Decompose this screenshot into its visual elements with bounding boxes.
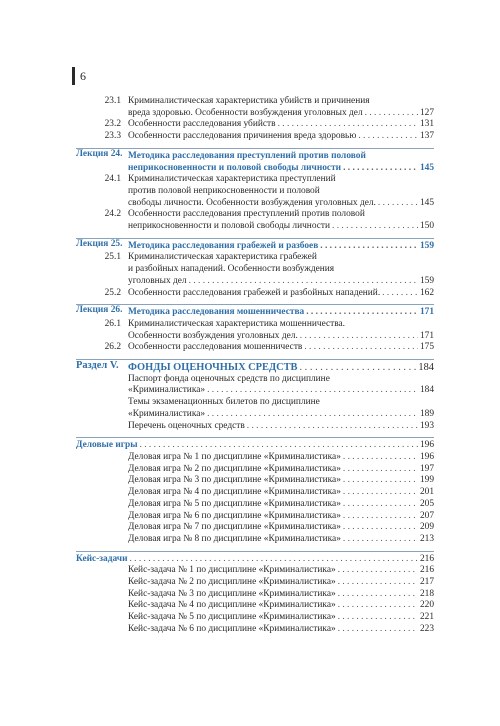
entry-page: 201 — [419, 487, 434, 498]
entry-page: 162 — [419, 287, 434, 298]
lecture-title: Методика расследования мошенничества — [128, 307, 305, 318]
entry-text: уголовных дел — [128, 275, 187, 286]
toc-entry-24-2 — [76, 209, 434, 232]
entry-page: 159 — [419, 275, 434, 286]
section-number: Раздел V. — [76, 360, 119, 372]
toc-case-tasks — [76, 551, 434, 566]
entry-number: 23.3 — [104, 131, 121, 142]
toc-entry-26-2 — [76, 342, 434, 354]
entry-page: 207 — [419, 510, 434, 521]
entry-text: Деловая игра № 4 по дисциплине «Криминалистика» — [128, 487, 341, 498]
toc-case-2 — [76, 577, 434, 589]
entry-text: «Криминалистика» — [128, 385, 206, 396]
entry-text: Кейс-задача № 4 по дисциплине «Криминалистика» — [128, 600, 336, 611]
toc-lecture-25 — [76, 238, 434, 253]
entry-text: неприкосновенности и половой свободы личности — [128, 221, 331, 232]
entry-text: Криминалистическая характеристика грабежей — [128, 252, 317, 263]
entry-text: Паспорт фонда оценочных средств по дисциплине — [128, 373, 330, 384]
toc-entry-23-3 — [76, 131, 434, 143]
entry-text: Особенности расследования причинения вреда здоровью — [128, 131, 357, 142]
lecture-number: Лекция 24. — [76, 148, 123, 159]
entry-text: «Криминалистика» — [128, 408, 206, 419]
entry-text: свободы личности. Особенности возбуждения уголовных дел. — [128, 197, 376, 208]
header-bar — [72, 67, 75, 85]
entry-page: 220 — [419, 600, 434, 611]
toc-game-1 — [76, 452, 434, 464]
page-header — [72, 66, 86, 86]
toc-case-1 — [76, 565, 434, 577]
entry-page: 137 — [419, 131, 434, 142]
toc-business-games — [76, 437, 434, 452]
entry-text: Особенности расследования мошенничеств — [128, 342, 303, 353]
entry-text: и разбойных нападений. Особенности возбуждения — [128, 264, 335, 275]
toc-entry-assessment-list — [76, 421, 434, 433]
lecture-number: Лекция 26. — [76, 305, 123, 316]
entry-text: Темы экзаменационных билетов по дисциплине — [128, 397, 320, 408]
entry-page: 218 — [419, 588, 434, 599]
entry-page: 184 — [418, 362, 434, 374]
entry-page: 196 — [419, 440, 434, 451]
toc-lecture-24 — [76, 148, 434, 174]
toc-entry-24-1 — [76, 174, 434, 209]
toc-entry-25-2 — [76, 288, 434, 300]
entry-text: Деловая игра № 5 по дисциплине «Криминалистика» — [128, 498, 341, 509]
entry-page: 159 — [419, 240, 434, 251]
page-number: 6 — [80, 68, 86, 83]
entry-number: 23.2 — [104, 119, 121, 130]
entry-page: 205 — [419, 498, 434, 509]
entry-text: Кейс-задача № 1 по дисциплине «Криминалистика» — [128, 565, 336, 576]
entry-page: 189 — [419, 408, 434, 419]
entry-text: Криминалистическая характеристика мошенничества. — [128, 318, 346, 329]
lecture-title: Методика расследования грабежей и разбоев — [128, 240, 319, 251]
entry-page: 209 — [419, 522, 434, 533]
entry-page: 145 — [419, 197, 434, 208]
entry-number: 24.1 — [104, 174, 121, 185]
entry-number: 23.1 — [104, 96, 121, 106]
entry-text: Деловая игра № 2 по дисциплине «Криминалистика» — [128, 463, 341, 474]
entry-page: 171 — [419, 307, 434, 318]
entry-page: 199 — [419, 475, 434, 486]
entry-text: Кейс-задача № 3 по дисциплине «Криминалистика» — [128, 588, 336, 599]
entry-number: 26.1 — [104, 318, 121, 329]
entry-text: Деловая игра № 1 по дисциплине «Криминалистика» — [128, 451, 341, 462]
entry-page: 175 — [419, 342, 434, 353]
entry-text: Кейс-задача № 2 по дисциплине «Криминалистика» — [128, 577, 336, 588]
entry-page: 197 — [419, 463, 434, 474]
entry-text: Деловая игра № 7 по дисциплине «Криминалистика» — [128, 522, 341, 533]
entry-page: 145 — [419, 162, 434, 173]
toc-game-6 — [76, 511, 434, 523]
entry-text: Криминалистическая характеристика убийств и причинения — [128, 96, 370, 106]
toc-game-3 — [76, 475, 434, 487]
entry-text: Криминалистическая характеристика преступлений — [128, 174, 336, 185]
toc-section-5 — [76, 359, 434, 374]
entry-text: Кейс-задача № 6 по дисциплине «Криминалистика» — [128, 623, 336, 634]
lecture-number: Лекция 25. — [76, 238, 123, 249]
entry-text: Особенности возбуждения уголовных дел. — [128, 330, 298, 341]
table-of-contents — [76, 96, 434, 636]
toc-entry-23-1 — [76, 96, 434, 119]
entry-text: Деловая игра № 8 по дисциплине «Криминалистика» — [128, 533, 341, 544]
toc-entry-passport — [76, 374, 434, 397]
toc-entry-exam-topics — [76, 397, 434, 420]
toc-game-8 — [76, 534, 434, 546]
entry-text: вреда здоровью. Особенности возбуждения уголовных дел — [128, 107, 363, 118]
toc-game-4 — [76, 487, 434, 499]
entry-text: Особенности расследования убийств — [128, 119, 276, 130]
entry-number: 25.1 — [104, 252, 121, 263]
lecture-title: неприкосновенности и половой свободы личности — [128, 162, 342, 173]
entry-text: против половой неприкосновенности и половой — [128, 185, 320, 196]
toc-game-7 — [76, 522, 434, 534]
entry-number: 25.2 — [104, 287, 121, 298]
entry-page: 216 — [419, 553, 434, 564]
toc-case-4 — [76, 600, 434, 612]
toc-game-2 — [76, 464, 434, 476]
toc-lecture-26 — [76, 304, 434, 319]
entry-text: Особенности расследования преступлений против половой — [128, 209, 365, 220]
section-title: ФОНДЫ ОЦЕНОЧНЫХ СРЕДСТВ — [128, 362, 298, 374]
entry-text: Деловая игра № 6 по дисциплине «Криминалистика» — [128, 510, 341, 521]
entry-text: Перечень оценочных средств — [128, 420, 245, 431]
section-title: Кейс-задачи — [76, 553, 128, 564]
toc-case-3 — [76, 589, 434, 601]
entry-page: 216 — [419, 565, 434, 576]
entry-page: 217 — [419, 577, 434, 588]
entry-page: 127 — [419, 107, 434, 118]
entry-page: 131 — [419, 119, 434, 130]
entry-page: 221 — [419, 612, 434, 623]
entry-page: 196 — [419, 451, 434, 462]
section-title: Деловые игры — [76, 440, 138, 451]
entry-text: Особенности расследования грабежей и разбойных нападений. — [128, 287, 381, 298]
toc-entry-26-1 — [76, 319, 434, 342]
entry-number: 26.2 — [104, 342, 121, 353]
entry-page: 184 — [419, 385, 434, 396]
toc-entry-25-1 — [76, 252, 434, 287]
toc-case-6 — [76, 624, 434, 636]
toc-case-5 — [76, 612, 434, 624]
entry-page: 193 — [419, 420, 434, 431]
entry-number: 24.2 — [104, 209, 121, 220]
toc-entry-23-2 — [76, 119, 434, 131]
entry-text: Деловая игра № 3 по дисциплине «Криминалистика» — [128, 475, 341, 486]
entry-page: 213 — [419, 533, 434, 544]
toc-game-5 — [76, 499, 434, 511]
entry-page: 150 — [419, 221, 434, 232]
entry-text: Кейс-задача № 5 по дисциплине «Криминалистика» — [128, 612, 336, 623]
lecture-title: Методика расследования преступлений против половой — [128, 150, 366, 161]
entry-page: 171 — [419, 330, 434, 341]
entry-page: 223 — [419, 623, 434, 634]
